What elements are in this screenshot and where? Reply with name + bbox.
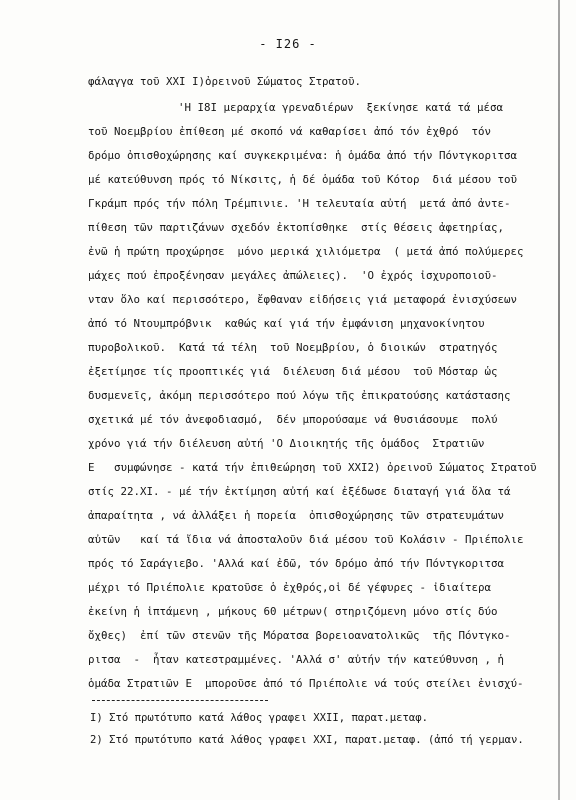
- body-line: φάλαγγα τοῦ XXI I)ὀρεινοῦ Σώματος Στρατοῦ.: [88, 75, 362, 88]
- body-line: σχετικά μέ τόν ἀνεφοδιασμό, δέν μπορούσαμε νά θυσιάσουμε πολύ: [88, 413, 498, 426]
- body-line: μέ κατεύθυνση πρός τό Νίκσιτς, ἡ δέ ὁμάδα τοῦ Κότορ διά μέσου τοῦ: [88, 173, 518, 186]
- body-line: ἐνῶ ἡ πρώτη προχώρησε μόνο μερικά χιλιόμετρα ( μετά ἀπό πολύμερες: [88, 245, 524, 258]
- body-line: ριτσα - ἦταν κατεστραμμένες. 'Αλλά σ' αὐτήν τήν κατεύθυνση , ἡ: [88, 653, 505, 666]
- body-line: 'Η I8I μεραρχία γρεναδιέρων ξεκίνησε κατά τά μέσα: [178, 101, 504, 114]
- body-line: Γκράμπ πρός τήν πόλη Τρέμπινιε. 'Η τελευταία αὐτή μετά ἀπό ἀντε-: [88, 197, 511, 210]
- body-line: νταν ὅλο καί περισσότερο, ἔφθαναν εἰδήσεις γιά μεταφορά ἐνισχύσεων: [88, 293, 518, 306]
- body-line: πίθεση τῶν παρτιζάνων σχεδόν ἐκτοπίσθηκε στίς θέσεις ἀφετηρίας,: [88, 221, 505, 234]
- body-line: δρόμο ὀπισθοχώρησης καί συγκεκριμένα: ἡ ὁμάδα ἀπό τήν Πόντγκοριτσα: [88, 149, 518, 162]
- body-line: πρός τό Σαράγιεβο. 'Αλλά καί ἐδῶ, τόν δρόμο ἀπό τήν Πόντγκοριτσα: [88, 557, 505, 570]
- body-line: ἐξετίμησε τίς προοπτικές γιά διέλευση διά μέσου τοῦ Μόσταρ ὡς: [88, 365, 498, 378]
- body-line: πυροβολικοῦ. Κατά τά τέλη τοῦ Νοεμβρίου, ὁ διοικών στρατηγός: [88, 341, 498, 354]
- body-line: μέχρι τό Πριέπολιε κρατοῦσε ὁ ἐχθρός,οἱ δέ γέφυρες - ἰδιαίτερα: [88, 581, 492, 594]
- body-line: μάχες πού ἐπροξένησαν μεγάλες ἀπώλειες). 'Ο ἐχρός ἰσχυροποιοῦ-: [88, 269, 498, 282]
- footnote-separator: [92, 700, 268, 701]
- body-line: ἐκείνη ἡ ἱπτάμενη , μήκους 60 μέτρων( στηριζόμενη μόνο στίς δύο: [88, 605, 498, 618]
- body-line: αὐτῶν καί τά ἴδια νά ἀποσταλοῦν διά μέσου τοῦ Κολάσιν - Πριέπολιε: [88, 533, 524, 546]
- body-line: χρόνο γιά τήν διέλευση αὐτή 'Ο Διοικητής τῆς ὁμάδος Στρατιῶν: [88, 437, 485, 450]
- body-line: στίς 22.XI. - μέ τήν ἐκτίμηση αὐτή καί ἐξέδωσε διαταγή γιά ὅλα τά: [88, 485, 511, 498]
- body-line: τοῦ Νοεμβρίου ἐπίθεση μέ σκοπό νά καθαρίσει ἀπό τόν ἐχθρό τόν: [88, 125, 492, 138]
- body-line: ὄχθες) ἐπί τῶν στενῶν τῆς Μόρατσα βορειοανατολικῶς τῆς Πόντγκο-: [88, 629, 511, 642]
- body-line: ἀπό τό Ντουμπρόβνικ καθώς καί γιά τήν ἐμφάνιση μηχανοκίνητου: [88, 317, 485, 330]
- body-line: ὁμάδα Στρατιῶν E μποροῦσε ἀπό τό Πριέπολιε νά τούς στείλει ἐνισχύ-: [88, 677, 524, 690]
- body-line: E συμφώνησε - κατά τήν ἐπιθεώρηση τοῦ XXI2) ὀρεινοῦ Σώματος Στρατοῦ: [88, 461, 537, 474]
- body-line: ἀπαραίτητα , νά ἀλλάξει ἡ πορεία ὀπισθοχώρησης τῶν στρατευμάτων: [88, 509, 505, 522]
- body-line: δυσμενεῖς, ἀκόμη περισσότερο πού λόγω τῆς ἐπικρατούσης κατάστασης: [88, 389, 511, 402]
- page-edge-shadow: [558, 0, 560, 800]
- footnote-2: 2) Στό πρωτότυπο κατά λάθος γραφει XXI, παρατ.μεταφ. (ἀπό τή γερμαν.: [90, 734, 524, 746]
- page-number: - I26 -: [259, 37, 317, 51]
- footnote-1: I) Στό πρωτότυπο κατά λάθος γραφει XXII, παρατ.μεταφ.: [90, 712, 429, 724]
